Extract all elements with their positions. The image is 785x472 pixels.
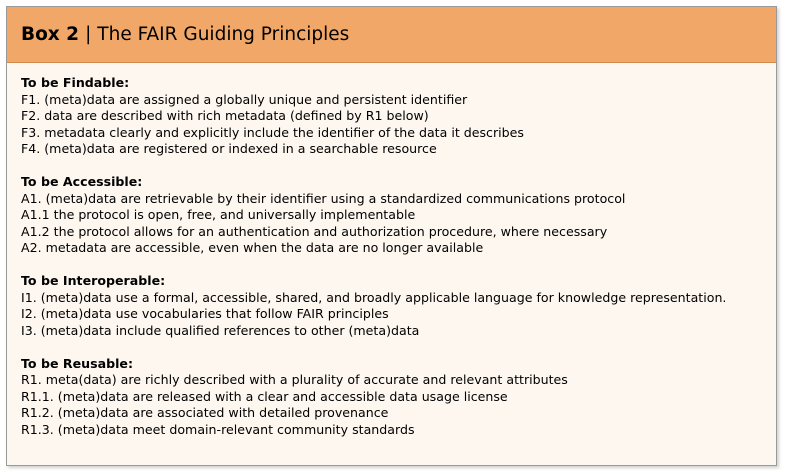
principle-item: F4. (meta)data are registered or indexed in a searchable resource (21, 141, 437, 156)
box-header (7, 7, 776, 63)
principle-item: R1. meta(data) are richly described with a plurality of accurate and relevant attributes (21, 372, 568, 387)
section-heading: To be Accessible: (21, 174, 143, 189)
principle-item: F1. (meta)data are assigned a globally unique and persistent identifier (21, 91, 468, 107)
section-findable (21, 75, 776, 158)
principle-item: R1.1. (meta)data are released with a clear and accessible data usage license (21, 388, 508, 404)
principle-item: I2. (meta)data use vocabularies that follow FAIR principles (21, 306, 389, 321)
section-accessible (21, 174, 776, 257)
principle-item: A2. metadata are accessible, even when the data are no longer available (21, 240, 484, 255)
principle-item: F3. metadata clearly and explicitly include the identifier of the data it describes (21, 124, 524, 140)
box-title: The FAIR Guiding Principles (97, 24, 350, 45)
box-body (7, 63, 776, 438)
box-separator: | (85, 24, 92, 45)
principle-item: R1.2. (meta)data are associated with detailed provenance (21, 405, 389, 420)
section-interoperable (21, 273, 776, 339)
fair-principles-box (6, 6, 777, 466)
principle-item: I1. (meta)data use a formal, accessible, shared, and broadly applicable language for knowledge representation. (21, 289, 727, 305)
principle-item: R1.3. (meta)data meet domain-relevant community standards (21, 421, 415, 437)
section-heading: To be Interoperable: (21, 273, 166, 288)
section-heading: To be Reusable: (21, 355, 134, 371)
principle-item: A1.1 the protocol is open, free, and universally implementable (21, 207, 416, 222)
principle-item: I3. (meta)data include qualified references to other (meta)data (21, 322, 420, 338)
section-heading: To be Findable: (21, 75, 130, 90)
principle-item: A1.2 the protocol allows for an authentication and authorization procedure, where necessary (21, 223, 608, 239)
principle-item: F2. data are described with rich metadata (defined by R1 below) (21, 108, 429, 123)
section-reusable (21, 356, 776, 439)
principle-item: A1. (meta)data are retrievable by their identifier using a standardized communications protocol (21, 190, 626, 206)
box-label: Box 2 (21, 24, 80, 45)
